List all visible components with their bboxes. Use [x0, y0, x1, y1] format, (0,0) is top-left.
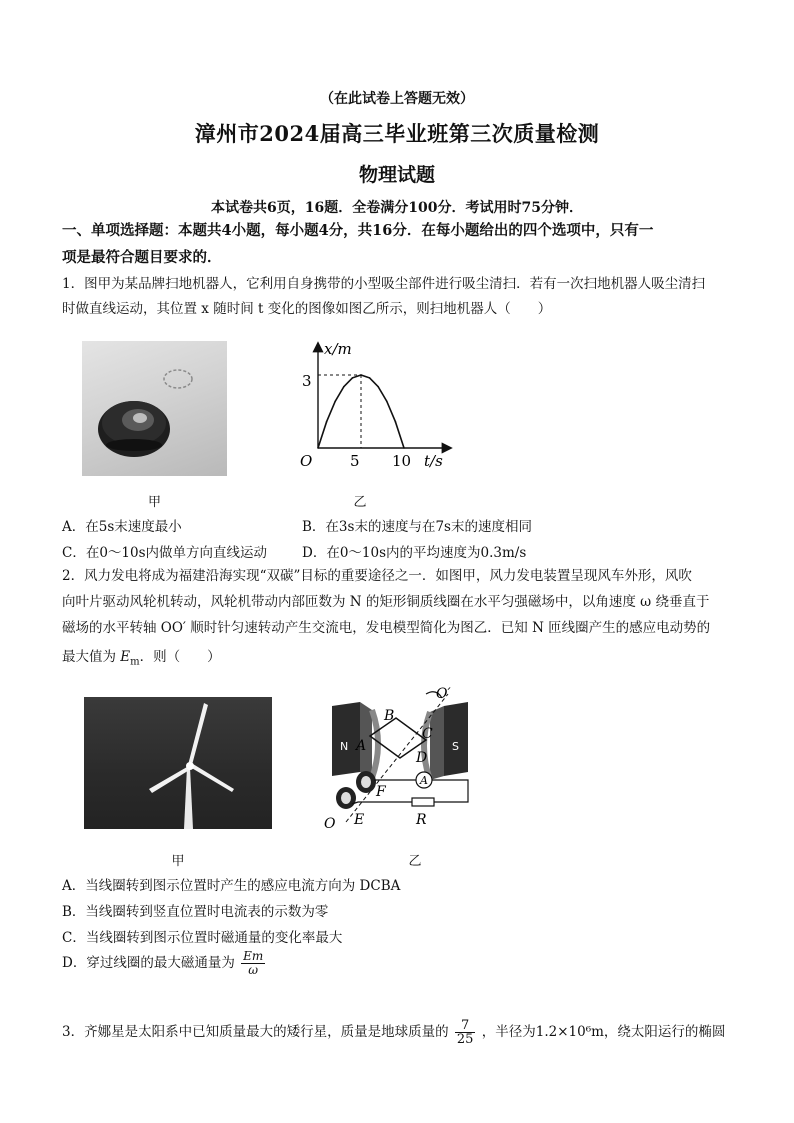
data-point-4	[352, 377, 354, 379]
q2-option-d	[62, 950, 267, 977]
exam-info: 本试卷共6页，16题．全卷满分100分．考试用时75分钟．	[211, 200, 583, 216]
fraction-denominator: 25	[456, 1032, 474, 1047]
robot-vacuum-image	[82, 341, 227, 476]
fraction-denominator: ω	[248, 963, 259, 977]
origin-label: O	[300, 452, 313, 470]
q2-em-symbol: E	[120, 649, 131, 665]
data-point-6	[369, 377, 371, 379]
data-point-2	[334, 400, 336, 402]
label-n-pole: N	[340, 740, 349, 753]
q1-option-c: C．在0～10s内做单方向直线运动	[62, 545, 268, 561]
magnet-s-side	[430, 706, 444, 780]
y-tick-3: 3	[302, 372, 312, 390]
q3-text-post: ，半径为1.2×10⁶m，绕太阳运行的椭圆	[481, 1024, 726, 1040]
data-point-0	[317, 447, 319, 449]
q2-option-d-text: D．穿过线圈的最大磁通量为	[62, 955, 235, 971]
q3-fraction	[455, 1019, 476, 1046]
label-e: E	[354, 812, 365, 828]
q1-text-line2: 时做直线运动，其位置 x 随时间 t 变化的图像如图乙所示，则扫地机器人（ ）	[62, 301, 552, 317]
data-point-9	[395, 421, 397, 423]
label-c: C	[422, 726, 433, 742]
data-point-3	[343, 386, 345, 388]
label-o-prime: O′	[436, 686, 451, 702]
q2-text-line3: 磁场的水平转轴 OO′ 顺时针匀速转动产生交流电，发电模型简化为图乙．已知 N 匝线圈产生的感应电动势的	[62, 620, 711, 636]
q2-option-a: A．当线圈转到图示位置时产生的感应电流方向为 DCBA	[62, 878, 401, 894]
magnet-n-pole-face	[372, 710, 378, 778]
q2-text-line2: 向叶片驱动风轮机转动，风轮机带动内部匝数为 N 的矩形铜质线圈在水平匀强磁场中，以角速度 ω 绕垂直于	[62, 594, 710, 610]
robot-vacuum-photo	[82, 341, 227, 476]
x-axis-label: t/s	[424, 452, 443, 470]
data-point-5	[360, 374, 362, 376]
data-point-1	[326, 421, 328, 423]
q3-text-pre: 3．齐娜星是太阳系中已知质量最大的矮行星，质量是地球质量的	[62, 1024, 449, 1040]
label-a: A	[356, 738, 367, 754]
section-heading-line2: 项是最符合题目要求的．	[62, 249, 222, 266]
label-s-pole: S	[452, 740, 459, 753]
q2-text-line4	[62, 643, 742, 677]
label-o: O	[324, 816, 336, 832]
wind-turbine-photo	[84, 697, 272, 829]
q2-option-c: C．当线圈转到图示位置时磁通量的变化率最大	[62, 930, 343, 946]
q2-em-subscript: m	[130, 656, 140, 668]
y-axis-label: x/m	[324, 340, 352, 358]
exam-notice: （在此试卷上答题无效）	[320, 91, 474, 107]
generator-diagram	[318, 684, 488, 844]
data-point-7	[377, 386, 379, 388]
q2-figure-a-caption: 甲	[171, 854, 185, 869]
fraction-numerator: 7	[455, 1019, 476, 1033]
q1-figure-a-caption: 甲	[147, 495, 161, 510]
q1-figure-b-caption: 乙	[353, 495, 367, 510]
subject-title: 物理试题	[358, 164, 435, 186]
q2-option-d-fraction	[241, 950, 265, 977]
q1-option-d: D．在0～10s内的平均速度为0.3m/s	[302, 545, 527, 561]
q2-line4-post: ．则（ ）	[139, 649, 221, 665]
fraction-numerator: Em	[243, 949, 264, 963]
data-point-8	[386, 400, 388, 402]
q2-option-b: B．当线圈转到竖直位置时电流表的示数为零	[62, 904, 329, 920]
label-d: D	[416, 750, 428, 766]
q2-line4-pre: 最大值为	[62, 649, 116, 665]
q3-text-line1	[62, 1018, 742, 1046]
q1-text-line1: 1．图甲为某品牌扫地机器人，它利用自身携带的小型吸尘部件进行吸尘清扫．若有一次扫地机器人吸尘清扫	[62, 276, 706, 292]
section-heading-line1: 一、单项选择题：本题共4小题，每小题4分，共16分．在每小题给出的四个选项中，只有一	[62, 222, 654, 239]
label-r: R	[416, 812, 427, 828]
magnet-s-face	[444, 702, 468, 776]
label-f: F	[376, 784, 386, 800]
resistor	[412, 798, 434, 806]
label-ammeter: A	[420, 774, 428, 787]
q1-option-a: A．在5s末速度最小	[62, 519, 182, 535]
circuit-wire-right	[432, 780, 468, 802]
q2-text-line1: 2．风力发电将成为福建沿海实现“双碳”目标的重要途径之一．如图甲，风力发电装置呈现风车外形，风吹	[62, 568, 692, 584]
q2-figure-b-caption: 乙	[408, 854, 422, 869]
wind-turbine-image	[84, 697, 272, 829]
data-point-10	[403, 447, 405, 449]
x-tick-5: 5	[350, 452, 360, 470]
x-tick-10: 10	[392, 452, 412, 470]
q1-option-b: B．在3s末的速度与在7s末的速度相同	[302, 519, 532, 535]
q1-xt-graph	[290, 338, 460, 478]
exam-title: 漳州市2024届高三毕业班第三次质量检测	[194, 121, 600, 146]
label-b: B	[384, 708, 395, 724]
